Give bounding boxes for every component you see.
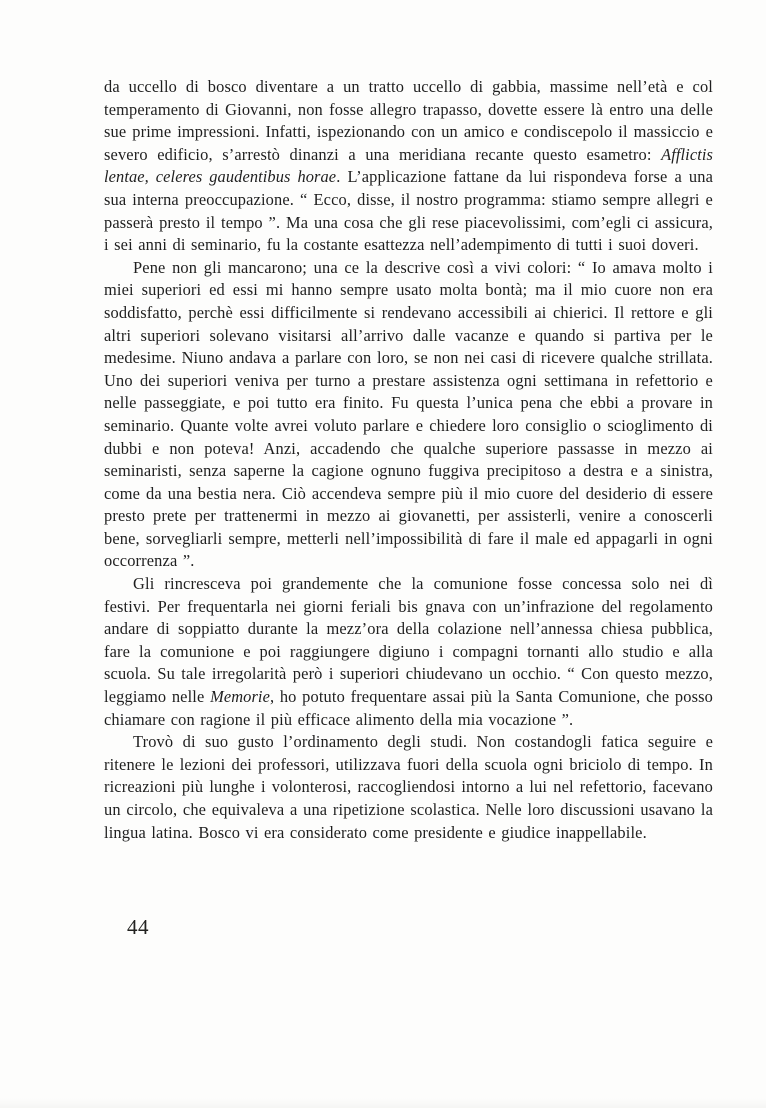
paragraph-1-text: da uccello di bosco diventare a un tratto uccello di gabbia, massime nell’età e col temperamento di Giovanni, non fosse allegro trapasso, dovette essere là entro una delle sue prime impressioni. Infatti, ispezionando con un amico e condiscepolo il massiccio e severo edificio, s’arrestò dinanzi a una meridiana recante questo esametro: <box>104 77 713 164</box>
paragraph-3-text-cont: , ho potuto frequentare assai più la Santa Comunione, che posso chiamare con ragione il più efficace alimento della mia vocazione ”. <box>104 687 713 729</box>
paragraph-4-text: Trovò di suo gusto l’ordinamento degli studi. Non costandogli fatica seguire e ritenere le lezioni dei professori, utilizzava fuori della scuola ogni briciolo di tempo. In ricreazioni più lunghe i volonterosi, raccogliendosi intorno a lui nel refettorio, facevano un circolo, che equivaleva a una ripetizione scolastica. Nelle loro discussioni usavano la lingua latina. Bosco vi era considerato come presidente e giudice inappellabile. <box>104 732 713 842</box>
memorie-title-italic: Memorie <box>210 687 270 707</box>
paragraph-3 <box>104 573 713 731</box>
text-block <box>104 76 713 844</box>
latin-hexameter-italic: Afflictis lentae, celeres gaudentibus horae <box>104 144 713 187</box>
paragraph-1 <box>104 76 713 257</box>
paragraph-3-text: Gli rincresceva poi grandemente che la comunione fosse concessa solo nei dì festivi. Per frequentarla nei giorni feriali bis gnava con un’infrazione del regolamento andare di soppiatto durante la mezz’ora della colazione nell’annessa chiesa pubblica, fare la comunione e poi raggiungere digiuno i compagni tornanti allo studio e alla scuola. Su tale irregolarità però i superiori chiudevano un occhio. “ Con questo mezzo, leggiamo nelle <box>104 574 713 707</box>
paragraph-1-text-cont: . L’applicazione fattane da lui rispondeva forse a una sua interna preoccupazione. “ Ecco, disse, il nostro programma: stiamo sempre allegri e passerà presto il tempo ”. Ma una cosa che gli rese piacevolissimi, com’egli ci assicura, i sei anni di seminario, fu la costante esattezza nell’adempimento di tutti i suoi doveri. <box>104 167 713 255</box>
page-number: 44 <box>127 915 149 939</box>
paragraph-4 <box>104 731 713 844</box>
paragraph-2 <box>104 257 713 573</box>
scan-edge-shading <box>0 1098 766 1108</box>
paragraph-2-text: Pene non gli mancarono; una ce la descrive così a vivi colori: “ Io amava molto i miei superiori ed essi mi hanno sempre usato molta bontà; ma il mio cuore non era soddisfatto, perchè essi difficilmente si rendevano accessibili ai chierici. Il rettore e gli altri superiori solevano visitarsi all’arrivo dalle vacanze e quando si partiva per le medesime. Niuno andava a parlare con loro, se non nei casi di ricevere qualche strillata. Uno dei superiori veniva per turno a prestare assistenza ogni settimana in refettorio e nelle passeggiate, e poi tutto era finito. Fu questa l’unica pena che ebbi a provare in seminario. Quante volte avrei voluto parlare e chiedere loro consiglio o scioglimento di dubbi e non poteva! Anzi, accadendo che qualche superiore passasse in mezzo ai seminaristi, senza saperne la cagione ognuno fuggiva precipitoso a destra e a sinistra, come da una bestia nera. Ciò accendeva sempre più il mio cuore del desiderio di essere presto prete per trattenermi in mezzo ai giovanetti, per assisterli, venire a conoscerli bene, sorvegliarli sempre, metterli nell’impossibilità di fare il male ed appagarli in ogni occorrenza ”. <box>104 257 713 571</box>
